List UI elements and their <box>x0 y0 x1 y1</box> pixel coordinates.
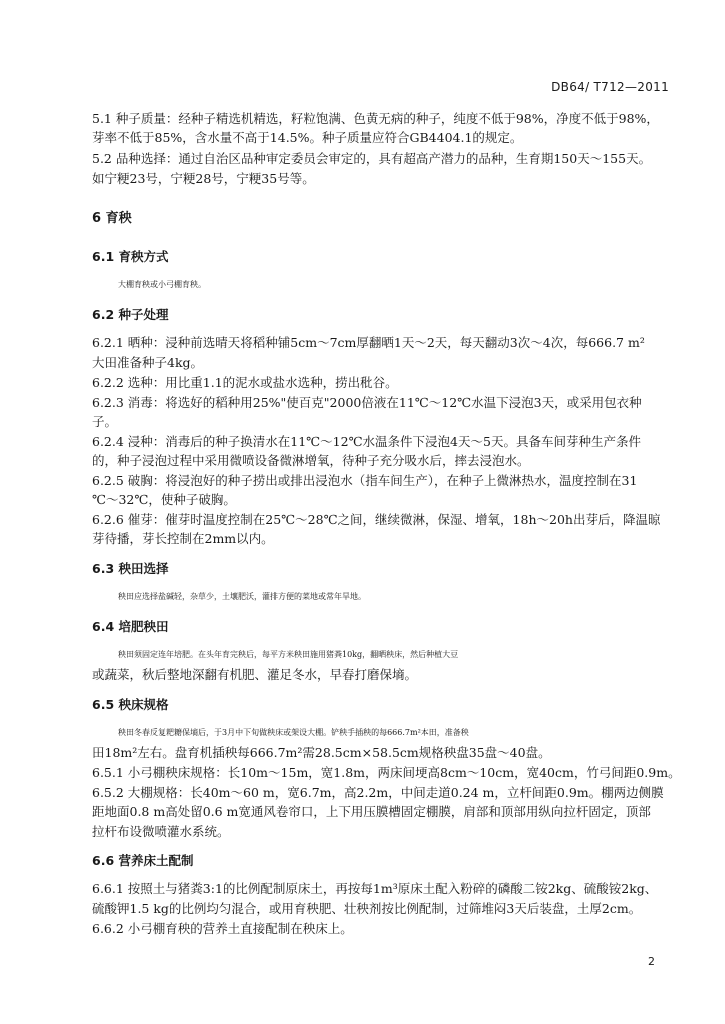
subsection-heading: 6.6 营养床土配制 <box>92 853 194 868</box>
text-line: 秧田冬春反复耙耱保墒后，于3月中下旬做秧床或架设大棚。铲秧手插秧的每666.7m²本田，准备秧 <box>118 728 469 737</box>
text-line: 秧田须固定连年培肥。在头年育完秧后，每平方米秧田施用猪粪10kg，翻晒秧床，然后种植大豆 <box>118 650 459 659</box>
text-line: 或蔬菜，秋后整地深翻有机肥、灌足冬水，早春打磨保墒。 <box>92 667 418 682</box>
subsection-heading: 6.4 培肥秧田 <box>92 619 169 634</box>
text-line: 6.2.1 晒种：浸种前选晴天将稻种铺5cm～7cm厚翻晒1天～2天，每天翻动3次～4次，每666.7 m² <box>92 335 645 350</box>
page-number: 2 <box>648 955 655 968</box>
subsection-heading: 6.3 秧田选择 <box>92 561 169 576</box>
subsection-heading: 6.2 种子处理 <box>92 307 169 322</box>
text-line: 硫酸钾1.5 kg的比例均匀混合，或用育秧肥、壮秧剂按比例配制，过筛堆闷3天后装盘，土厚2cm。 <box>92 901 642 916</box>
text-line: 子。 <box>92 414 118 429</box>
text-line: 大田准备种子4kg。 <box>92 355 204 370</box>
text-line: 如宁粳23号，宁粳28号，宁粳35号等。 <box>92 171 315 186</box>
text-line: 6.2.4 浸种：消毒后的种子换清水在11℃～12℃水温条件下浸泡4天～5天。具备车间芽种生产条件 <box>92 434 641 449</box>
text-line: 6.6.1 按照土与猪粪3:1的比例配制原床土，再按每1m³原床土配入粉碎的磷酸二铵2kg、硫酸铵2kg、 <box>92 881 658 896</box>
text-line: 6.2.2 选种：用比重1.1的泥水或盐水选种，捞出秕谷。 <box>92 375 398 390</box>
text-line: 6.2.5 破胸：将浸泡好的种子捞出或排出浸泡水（指车间生产），在种子上微淋热水，温度控制在31 <box>92 473 638 488</box>
subsection-heading: 6.1 育秧方式 <box>92 249 169 264</box>
text-line: 6.5.1 小弓棚秧床规格：长10m～15m，宽1.8m，两床间埂高8cm～10cm，宽40cm，竹弓间距0.9m。 <box>92 765 681 780</box>
text-line: 6.2.6 催芽：催芽时温度控制在25℃～28℃之间，继续微淋，保湿、增氧，18h～20h出芽后，降温晾 <box>92 512 661 527</box>
text-line: 田18m²左右。盘育机插秧每666.7m²需28.5cm×58.5cm规格秧盘35盘～40盘。 <box>92 745 551 760</box>
text-line: 芽率不低于85%，含水量不高于14.5%。种子质量应符合GB4404.1的规定。 <box>92 130 523 145</box>
text-line: 5.2 品种选择：通过自治区品种审定委员会审定的，具有超高产潜力的品种，生育期150天～155天。 <box>92 151 652 166</box>
text-line: 6.2.3 消毒：将选好的稻种用25%"使百克"2000倍液在11℃～12℃水温下浸泡3天，或采用包衣种 <box>92 395 642 410</box>
text-line: 的，种子浸泡过程中采用微喷设备微淋增氧，待种子充分吸水后，摔去浸泡水。 <box>92 453 530 468</box>
text-line: ℃～32℃，使种子破胸。 <box>92 492 236 507</box>
subsection-heading: 6.5 秧床规格 <box>92 697 169 712</box>
text-line: 6.5.2 大棚规格：长40m～60 m，宽6.7m，高2.2m，中间走道0.24 m，立杆间距0.9m。棚两边侧膜 <box>92 785 664 800</box>
section-heading: 6 育秧 <box>92 211 132 226</box>
text-line: 秧田应选择盐碱轻，杂草少，土壤肥沃，灌排方便的菜地或常年旱地。 <box>118 592 366 601</box>
text-line: 大棚育秧或小弓棚育秧。 <box>118 280 206 289</box>
text-line: 芽待播，芽长控制在2mm以内。 <box>92 531 274 546</box>
text-line: 5.1 种子质量：经种子精选机精选，籽粒饱满、色黄无病的种子，纯度不低于98%，净度不低于98%， <box>92 111 659 126</box>
text-line: 拉杆布设微喷灌水系统。 <box>92 824 230 839</box>
text-line: 距地面0.8 m高处留0.6 m宽通风卷帘口，上下用压膜槽固定棚膜，肩部和顶部用纵向拉杆固定，顶部 <box>92 804 651 819</box>
text-line: 6.6.2 小弓棚育秧的营养土直接配制在秧床上。 <box>92 921 353 936</box>
document-code: DB64/ T712—2011 <box>551 80 669 94</box>
